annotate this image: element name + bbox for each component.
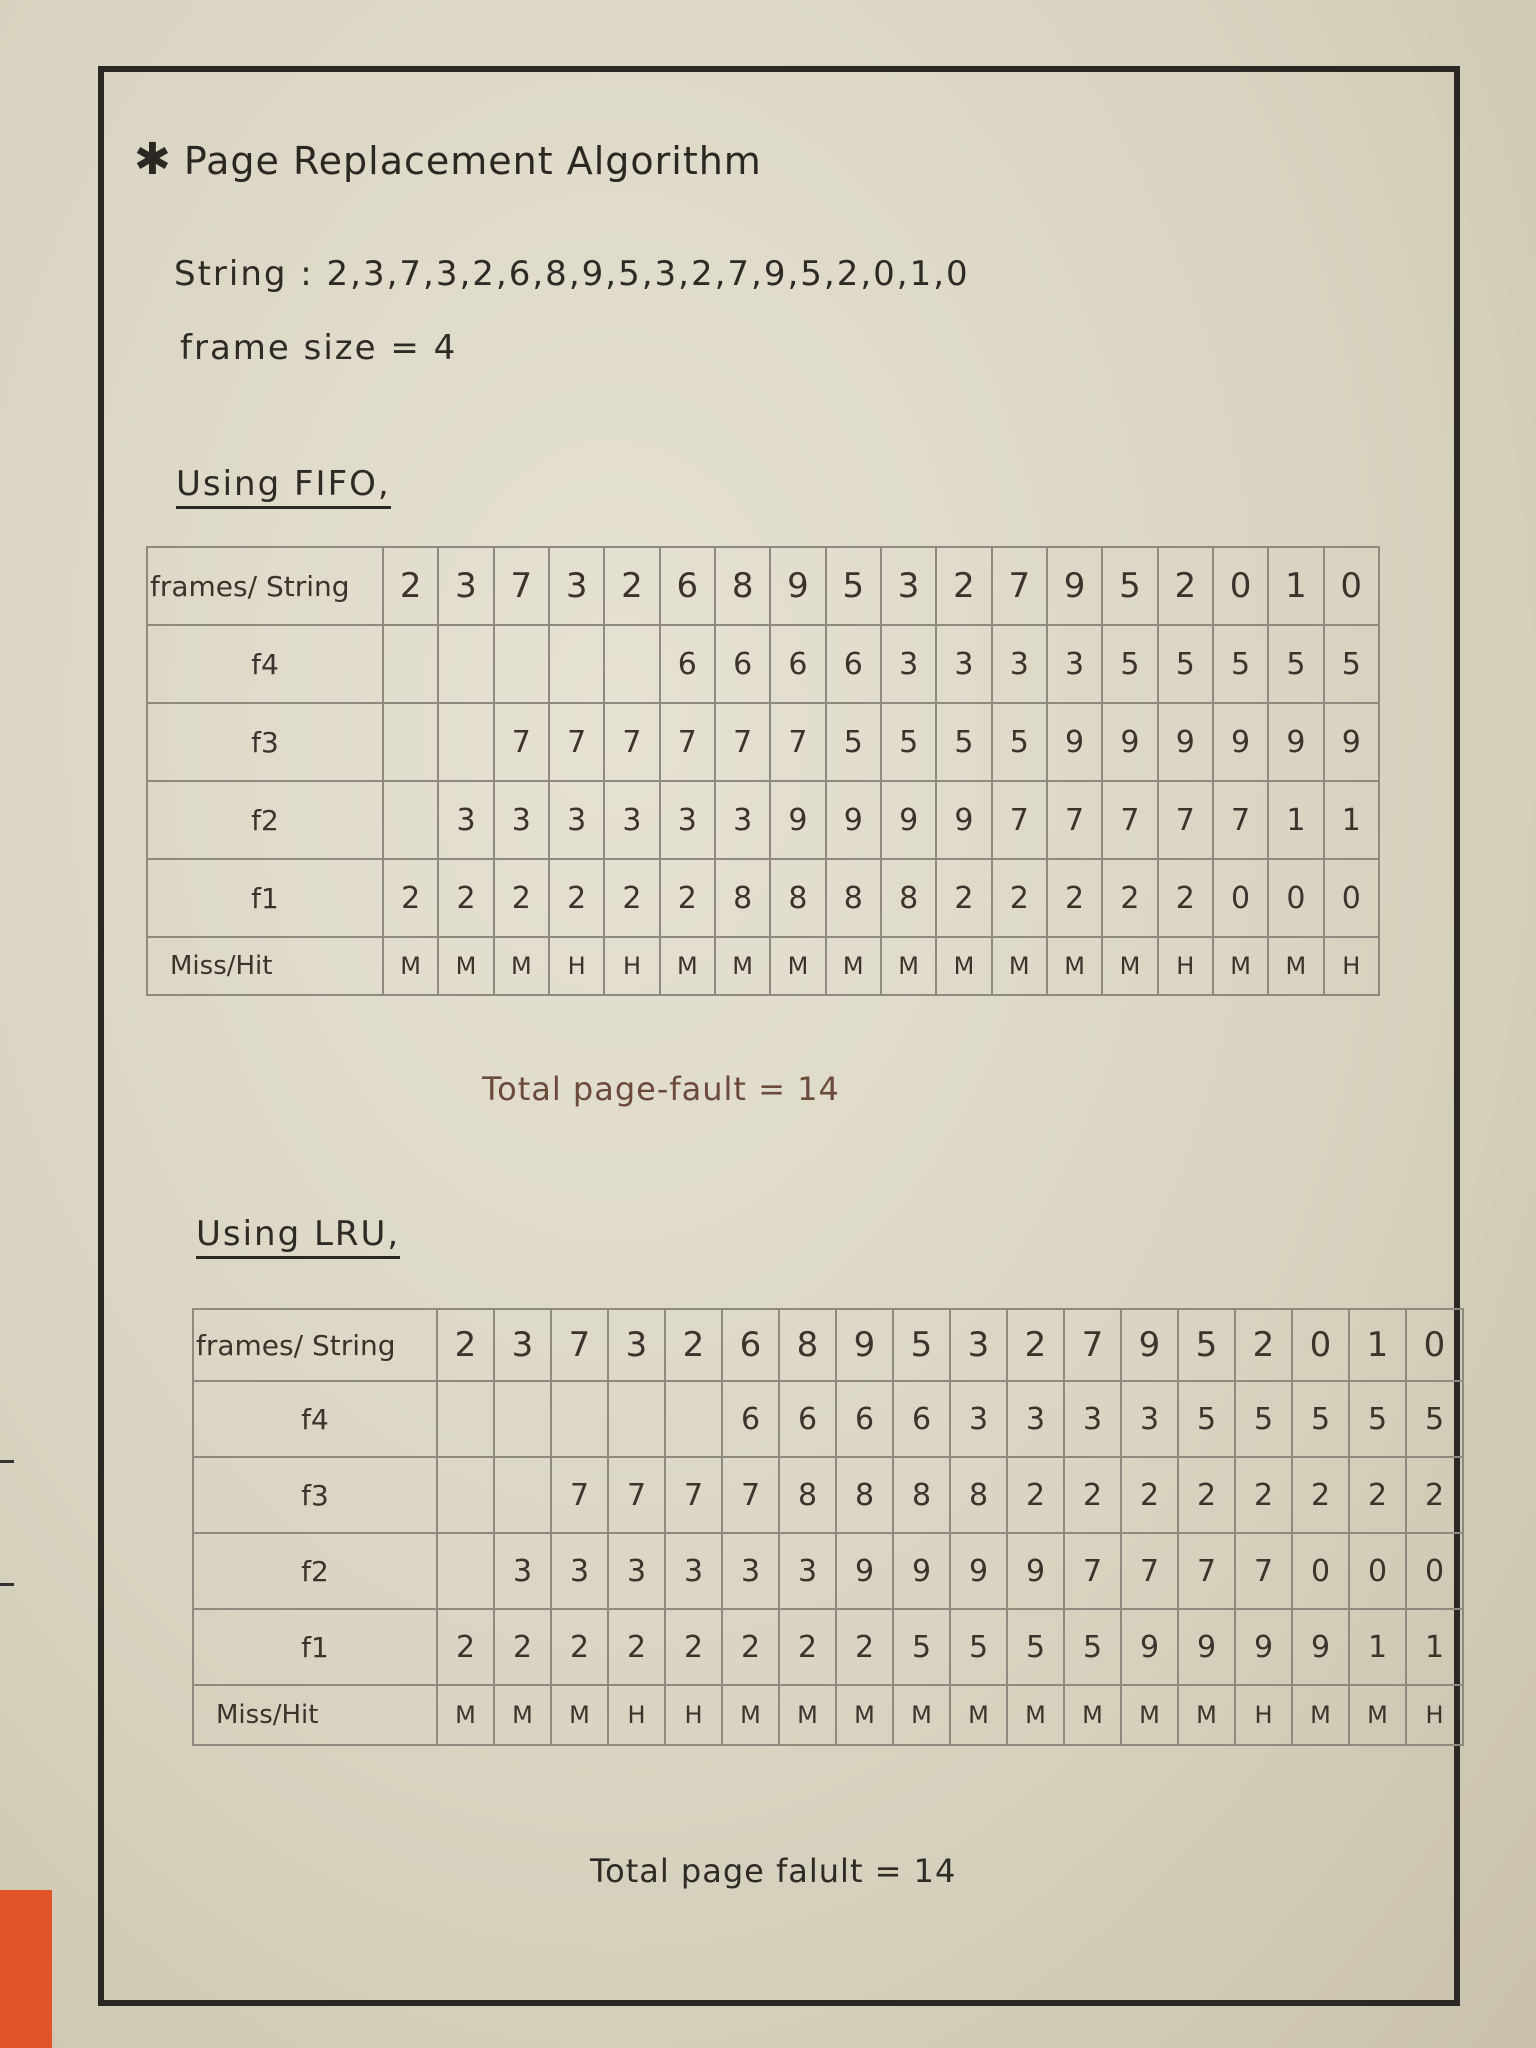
frame-cell: 7 <box>1047 781 1102 859</box>
frame-cell: 3 <box>551 1533 608 1609</box>
frame-cell: 5 <box>1324 625 1379 703</box>
frame-cell: 2 <box>1158 859 1213 937</box>
frame-label: f4 <box>193 1381 437 1457</box>
frame-cell: 9 <box>1268 703 1323 781</box>
miss-hit-cell: M <box>836 1685 893 1745</box>
reference-string-line <box>174 254 970 294</box>
frame-cell: 5 <box>881 703 936 781</box>
reference-cell: 0 <box>1292 1309 1349 1381</box>
frame-cell: 9 <box>1324 703 1379 781</box>
fifo-total-page-fault: Total page-fault = 14 <box>482 1070 840 1108</box>
miss-hit-cell: M <box>1064 1685 1121 1745</box>
frame-cell <box>437 1457 494 1533</box>
frame-row-f4 <box>147 625 1379 703</box>
frame-cell: 5 <box>1268 625 1323 703</box>
frame-cell: 5 <box>950 1609 1007 1685</box>
frame-cell: 7 <box>1235 1533 1292 1609</box>
frame-cell: 8 <box>826 859 881 937</box>
frame-cell: 5 <box>1349 1381 1406 1457</box>
frame-cell: 9 <box>1235 1609 1292 1685</box>
frame-cell: 2 <box>1349 1457 1406 1533</box>
frame-cell: 2 <box>1178 1457 1235 1533</box>
frame-cell: 3 <box>1047 625 1102 703</box>
reference-cell: 3 <box>494 1309 551 1381</box>
frame-cell: 3 <box>549 781 604 859</box>
frame-cell: 9 <box>893 1533 950 1609</box>
reference-cell: 5 <box>893 1309 950 1381</box>
notebook-page <box>98 66 1460 2006</box>
frame-cell: 3 <box>950 1381 1007 1457</box>
frame-cell <box>383 703 438 781</box>
reference-cell: 3 <box>549 547 604 625</box>
miss-hit-cell: M <box>1047 937 1102 995</box>
frame-cell: 5 <box>1064 1609 1121 1685</box>
frame-cell: 3 <box>438 781 493 859</box>
frame-cell: 9 <box>1213 703 1268 781</box>
frame-cell: 2 <box>608 1609 665 1685</box>
frame-cell: 2 <box>438 859 493 937</box>
frame-cell: 2 <box>551 1609 608 1685</box>
reference-cell: 8 <box>779 1309 836 1381</box>
frame-cell: 0 <box>1349 1533 1406 1609</box>
frame-cell: 9 <box>1047 703 1102 781</box>
frame-cell: 7 <box>722 1457 779 1533</box>
reference-cell: 9 <box>1047 547 1102 625</box>
frame-row-f1 <box>147 859 1379 937</box>
frame-row-f2 <box>147 781 1379 859</box>
reference-cell: 2 <box>604 547 659 625</box>
lru-header-row <box>193 1309 1463 1381</box>
frame-cell: 7 <box>1121 1533 1178 1609</box>
miss-hit-cell: M <box>881 937 936 995</box>
frame-cell <box>551 1381 608 1457</box>
frame-cell: 5 <box>893 1609 950 1685</box>
frame-cell: 1 <box>1406 1609 1463 1685</box>
reference-cell: 5 <box>1178 1309 1235 1381</box>
miss-hit-cell: M <box>1121 1685 1178 1745</box>
reference-cell: 6 <box>660 547 715 625</box>
frame-cell: 2 <box>1007 1457 1064 1533</box>
frame-cell: 2 <box>1102 859 1157 937</box>
miss-hit-cell: M <box>1178 1685 1235 1745</box>
frame-cell: 7 <box>604 703 659 781</box>
frame-size-value: = 4 <box>390 328 458 368</box>
frame-cell: 7 <box>1213 781 1268 859</box>
frame-cell: 5 <box>1102 625 1157 703</box>
frame-cell: 7 <box>660 703 715 781</box>
colon: : <box>300 254 327 294</box>
page-title <box>134 134 762 185</box>
miss-hit-cell: M <box>950 1685 1007 1745</box>
frame-cell: 5 <box>1007 1609 1064 1685</box>
frame-cell: 3 <box>779 1533 836 1609</box>
miss-hit-cell: M <box>494 1685 551 1745</box>
frame-cell: 8 <box>715 859 770 937</box>
frame-cell: 7 <box>1178 1533 1235 1609</box>
frame-cell: 7 <box>608 1457 665 1533</box>
frame-row-f4 <box>193 1381 1463 1457</box>
reference-cell: 2 <box>1007 1309 1064 1381</box>
frame-cell: 3 <box>722 1533 779 1609</box>
miss-hit-cell: M <box>715 937 770 995</box>
reference-cell: 2 <box>1235 1309 1292 1381</box>
frame-cell: 2 <box>494 859 549 937</box>
miss-hit-cell: M <box>1213 937 1268 995</box>
frame-cell: 3 <box>494 781 549 859</box>
frame-cell: 2 <box>1292 1457 1349 1533</box>
reference-cell: 9 <box>770 547 825 625</box>
frame-cell: 5 <box>1178 1381 1235 1457</box>
frame-cell: 5 <box>1158 625 1213 703</box>
frame-label: f2 <box>193 1533 437 1609</box>
miss-hit-row <box>193 1685 1463 1745</box>
reference-cell: 0 <box>1406 1309 1463 1381</box>
frame-cell: 9 <box>950 1533 1007 1609</box>
frame-cell: 5 <box>992 703 1047 781</box>
fifo-heading: Using FIFO, <box>176 464 391 509</box>
miss-hit-cell: M <box>1007 1685 1064 1745</box>
frame-cell <box>608 1381 665 1457</box>
frame-cell <box>604 625 659 703</box>
background-edge <box>0 1460 14 1586</box>
frame-cell: 6 <box>826 625 881 703</box>
frame-cell: 2 <box>665 1609 722 1685</box>
title-text: Page Replacement Algorithm <box>183 139 762 183</box>
frame-cell: 2 <box>383 859 438 937</box>
reference-cell: 6 <box>722 1309 779 1381</box>
reference-cell: 5 <box>1102 547 1157 625</box>
frame-cell: 5 <box>1406 1381 1463 1457</box>
frame-row-f3 <box>193 1457 1463 1533</box>
frame-row-f2 <box>193 1533 1463 1609</box>
frame-size-label: frame size <box>180 328 378 368</box>
lru-heading: Using LRU, <box>196 1214 400 1259</box>
miss-hit-cell: M <box>438 937 493 995</box>
miss-hit-label: Miss/Hit <box>147 937 383 995</box>
frame-cell: 1 <box>1268 781 1323 859</box>
frame-cell: 7 <box>1102 781 1157 859</box>
frame-cell: 2 <box>836 1609 893 1685</box>
frame-cell: 8 <box>893 1457 950 1533</box>
reference-cell: 0 <box>1324 547 1379 625</box>
frame-cell: 9 <box>770 781 825 859</box>
frame-label: f1 <box>193 1609 437 1685</box>
frame-cell: 9 <box>1158 703 1213 781</box>
frame-cell: 3 <box>604 781 659 859</box>
reference-cell: 3 <box>438 547 493 625</box>
miss-hit-row <box>147 937 1379 995</box>
frame-cell <box>438 625 493 703</box>
frame-cell <box>494 1381 551 1457</box>
frame-cell: 0 <box>1324 859 1379 937</box>
reference-cell: 7 <box>992 547 1047 625</box>
frame-row-f1 <box>193 1609 1463 1685</box>
reference-cell: 2 <box>1158 547 1213 625</box>
frame-cell: 9 <box>1178 1609 1235 1685</box>
frame-cell: 2 <box>1235 1457 1292 1533</box>
reference-cell: 7 <box>551 1309 608 1381</box>
frame-cell: 9 <box>936 781 991 859</box>
frame-cell: 2 <box>549 859 604 937</box>
frame-cell <box>437 1381 494 1457</box>
frame-cell: 1 <box>1324 781 1379 859</box>
frame-cell: 2 <box>992 859 1047 937</box>
frame-cell: 6 <box>722 1381 779 1457</box>
miss-hit-cell: M <box>660 937 715 995</box>
frame-cell: 3 <box>665 1533 722 1609</box>
frame-cell: 5 <box>1235 1381 1292 1457</box>
frame-cell: 3 <box>494 1533 551 1609</box>
reference-cell: 1 <box>1268 547 1323 625</box>
reference-cell: 3 <box>950 1309 1007 1381</box>
miss-hit-cell: M <box>992 937 1047 995</box>
frame-cell: 6 <box>660 625 715 703</box>
miss-hit-cell: M <box>893 1685 950 1745</box>
fifo-table <box>146 546 1380 996</box>
frame-cell: 5 <box>1213 625 1268 703</box>
frame-cell: 6 <box>715 625 770 703</box>
frame-label: f1 <box>147 859 383 937</box>
frame-cell: 3 <box>1007 1381 1064 1457</box>
frame-cell: 3 <box>1121 1381 1178 1457</box>
frame-cell: 6 <box>779 1381 836 1457</box>
frame-cell: 1 <box>1349 1609 1406 1685</box>
miss-hit-cell: M <box>437 1685 494 1745</box>
frame-cell <box>383 625 438 703</box>
frame-cell: 7 <box>770 703 825 781</box>
reference-cell: 8 <box>715 547 770 625</box>
miss-hit-cell: M <box>826 937 881 995</box>
frame-cell: 3 <box>660 781 715 859</box>
frame-cell <box>665 1381 722 1457</box>
miss-hit-cell: M <box>722 1685 779 1745</box>
frame-label: f3 <box>147 703 383 781</box>
frame-cell <box>383 781 438 859</box>
reference-cell: 2 <box>437 1309 494 1381</box>
frame-cell: 9 <box>881 781 936 859</box>
frame-cell: 9 <box>1121 1609 1178 1685</box>
frame-label: f3 <box>193 1457 437 1533</box>
miss-hit-cell: M <box>936 937 991 995</box>
frame-cell: 3 <box>715 781 770 859</box>
asterisk-icon: ✱ <box>134 134 172 185</box>
frame-cell <box>494 1457 551 1533</box>
string-value: 2,3,7,3,2,6,8,9,5,3,2,7,9,5,2,0,1,0 <box>326 254 970 294</box>
miss-hit-cell: M <box>383 937 438 995</box>
frame-cell: 7 <box>992 781 1047 859</box>
string-label: String <box>174 254 288 294</box>
frame-cell: 2 <box>604 859 659 937</box>
frame-cell: 9 <box>836 1533 893 1609</box>
reference-cell: 1 <box>1349 1309 1406 1381</box>
frame-cell: 8 <box>836 1457 893 1533</box>
background-orange-scrap <box>0 1890 52 2048</box>
reference-cell: 9 <box>836 1309 893 1381</box>
frame-cell: 5 <box>936 703 991 781</box>
miss-hit-cell: M <box>1349 1685 1406 1745</box>
miss-hit-cell: H <box>1235 1685 1292 1745</box>
frame-cell: 7 <box>715 703 770 781</box>
miss-hit-cell: H <box>1406 1685 1463 1745</box>
reference-cell: 2 <box>665 1309 722 1381</box>
frame-cell: 3 <box>608 1533 665 1609</box>
frame-size-line <box>180 328 457 368</box>
reference-cell: 3 <box>881 547 936 625</box>
miss-hit-cell: H <box>1158 937 1213 995</box>
miss-hit-cell: M <box>1102 937 1157 995</box>
frame-cell: 2 <box>1047 859 1102 937</box>
frame-cell: 5 <box>826 703 881 781</box>
lru-table <box>192 1308 1464 1746</box>
reference-cell: 2 <box>383 547 438 625</box>
header-label: frames/ String <box>147 547 383 625</box>
miss-hit-cell: M <box>551 1685 608 1745</box>
frame-cell: 0 <box>1292 1533 1349 1609</box>
frame-cell: 2 <box>779 1609 836 1685</box>
reference-cell: 9 <box>1121 1309 1178 1381</box>
miss-hit-cell: M <box>1292 1685 1349 1745</box>
frame-cell <box>549 625 604 703</box>
frame-cell: 8 <box>779 1457 836 1533</box>
miss-hit-cell: H <box>549 937 604 995</box>
frame-cell: 7 <box>549 703 604 781</box>
miss-hit-label: Miss/Hit <box>193 1685 437 1745</box>
reference-cell: 3 <box>608 1309 665 1381</box>
frame-cell: 2 <box>1406 1457 1463 1533</box>
reference-cell: 0 <box>1213 547 1268 625</box>
lru-total-page-fault: Total page falult = 14 <box>590 1852 957 1890</box>
frame-cell: 7 <box>551 1457 608 1533</box>
frame-cell: 9 <box>1292 1609 1349 1685</box>
frame-cell: 6 <box>893 1381 950 1457</box>
frame-cell: 2 <box>1121 1457 1178 1533</box>
frame-cell: 3 <box>992 625 1047 703</box>
fifo-header-row <box>147 547 1379 625</box>
frame-label: f2 <box>147 781 383 859</box>
frame-cell: 3 <box>1064 1381 1121 1457</box>
frame-cell: 0 <box>1213 859 1268 937</box>
frame-cell: 2 <box>722 1609 779 1685</box>
reference-cell: 2 <box>936 547 991 625</box>
miss-hit-cell: M <box>494 937 549 995</box>
frame-cell: 2 <box>936 859 991 937</box>
frame-cell: 2 <box>660 859 715 937</box>
frame-cell: 0 <box>1406 1533 1463 1609</box>
frame-cell: 3 <box>936 625 991 703</box>
miss-hit-cell: M <box>770 937 825 995</box>
miss-hit-cell: H <box>665 1685 722 1745</box>
frame-cell: 9 <box>1007 1533 1064 1609</box>
miss-hit-cell: H <box>608 1685 665 1745</box>
frame-cell: 3 <box>881 625 936 703</box>
miss-hit-cell: H <box>604 937 659 995</box>
frame-cell: 7 <box>665 1457 722 1533</box>
frame-cell: 2 <box>437 1609 494 1685</box>
frame-cell: 7 <box>1158 781 1213 859</box>
frame-cell: 7 <box>494 703 549 781</box>
miss-hit-cell: M <box>1268 937 1323 995</box>
reference-cell: 5 <box>826 547 881 625</box>
frame-cell <box>494 625 549 703</box>
frame-cell: 8 <box>881 859 936 937</box>
frame-cell: 8 <box>770 859 825 937</box>
frame-cell: 2 <box>1064 1457 1121 1533</box>
reference-cell: 7 <box>1064 1309 1121 1381</box>
frame-cell: 9 <box>1102 703 1157 781</box>
frame-cell: 6 <box>836 1381 893 1457</box>
miss-hit-cell: H <box>1324 937 1379 995</box>
frame-cell: 6 <box>770 625 825 703</box>
frame-label: f4 <box>147 625 383 703</box>
frame-cell: 8 <box>950 1457 1007 1533</box>
header-label: frames/ String <box>193 1309 437 1381</box>
frame-row-f3 <box>147 703 1379 781</box>
frame-cell: 9 <box>826 781 881 859</box>
reference-cell: 7 <box>494 547 549 625</box>
frame-cell <box>438 703 493 781</box>
frame-cell: 7 <box>1064 1533 1121 1609</box>
frame-cell: 2 <box>494 1609 551 1685</box>
miss-hit-cell: M <box>779 1685 836 1745</box>
frame-cell: 5 <box>1292 1381 1349 1457</box>
frame-cell: 0 <box>1268 859 1323 937</box>
frame-cell <box>437 1533 494 1609</box>
